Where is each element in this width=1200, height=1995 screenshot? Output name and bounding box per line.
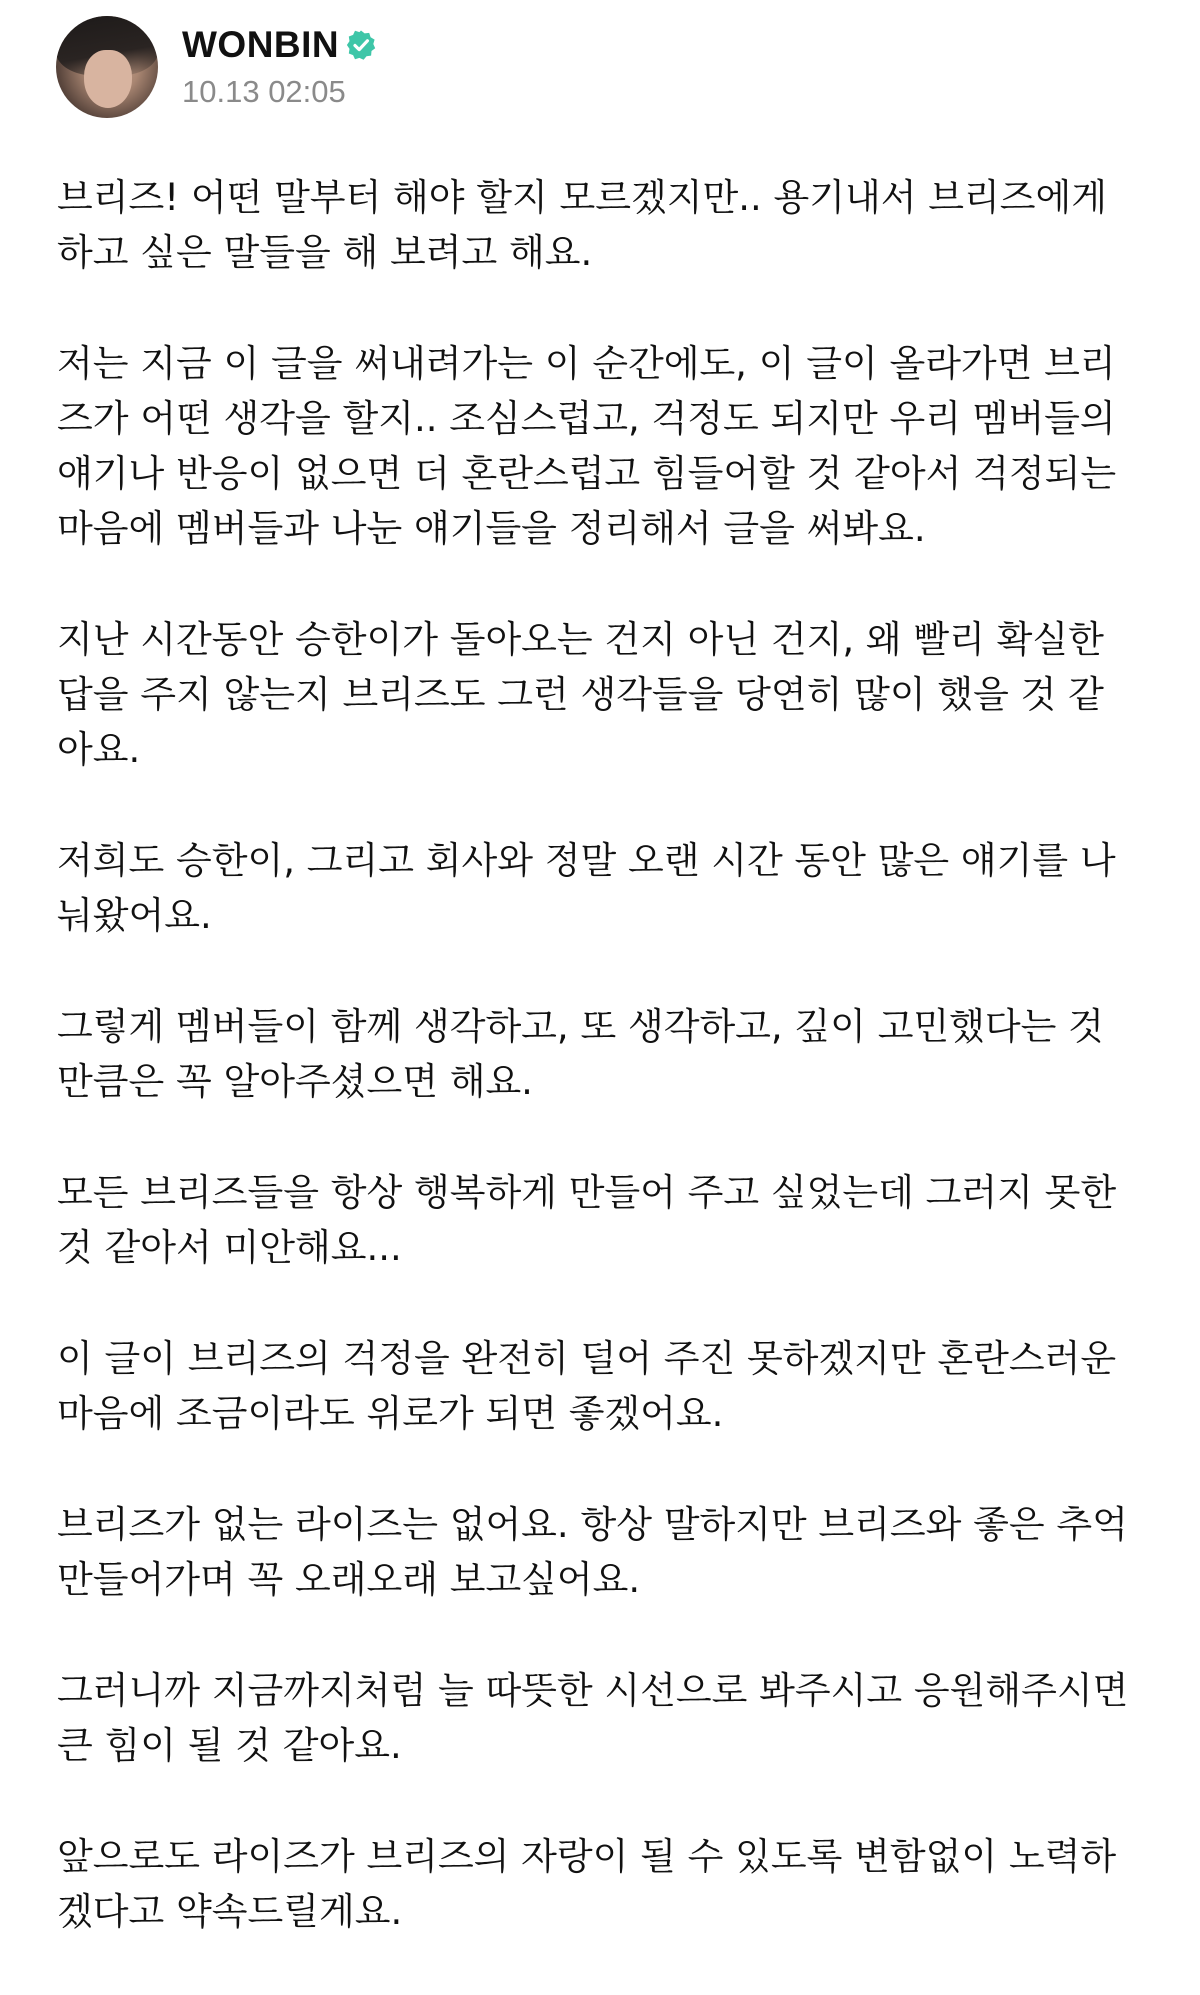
post-text-line: 아요. (57, 728, 141, 771)
post-paragraph (57, 1165, 1167, 1275)
post-text-line: 모든 브리즈들을 항상 행복하게 만들어 주고 싶었는데 그러지 못한 (57, 1171, 1117, 1214)
post-paragraph (57, 1663, 1167, 1773)
post-paragraph (57, 612, 1167, 777)
post-text-line: 저는 지금 이 글을 써내려가는 이 순간에도, 이 글이 올라가면 브리 (57, 342, 1116, 385)
verified-badge-icon (345, 29, 377, 61)
post-text-line: 마음에 조금이라도 위로가 되면 좋겠어요. (57, 1392, 724, 1435)
post-timestamp: 10.13 02:05 (182, 74, 346, 109)
post-text-line: 즈가 어떤 생각을 할지.. 조심스럽고, 걱정도 되지만 우리 멤버들의 (57, 397, 1116, 440)
post-paragraph (57, 336, 1167, 556)
post-text-line: 브리즈! 어떤 말부터 해야 할지 모르겠지만.. 용기내서 브리즈에게 (57, 176, 1107, 219)
post-paragraph (57, 1497, 1167, 1607)
post-text-line: 겠다고 약속드릴게요. (57, 1890, 403, 1933)
post-text-line: 마음에 멤버들과 나눈 얘기들을 정리해서 글을 써봐요. (57, 507, 926, 550)
post-text-line: 답을 주지 않는지 브리즈도 그런 생각들을 당연히 많이 했을 것 같 (57, 673, 1104, 716)
post-text-line: 하고 싶은 말들을 해 보려고 해요. (57, 231, 593, 274)
post-paragraph (57, 1331, 1167, 1441)
post-text-line: 큰 힘이 될 것 같아요. (57, 1724, 402, 1767)
post-paragraph (57, 1829, 1167, 1939)
post-text-line: 앞으로도 라이즈가 브리즈의 자랑이 될 수 있도록 변함없이 노력하 (57, 1835, 1117, 1878)
avatar-face (84, 50, 132, 108)
post-paragraph (57, 999, 1167, 1109)
post-text-line: 것 같아서 미안해요... (57, 1226, 402, 1269)
post-text-line: 저희도 승한이, 그리고 회사와 정말 오랜 시간 동안 많은 얘기를 나 (57, 839, 1116, 882)
post-text-line: 얘기나 반응이 없으면 더 혼란스럽고 힘들어할 것 같아서 걱정되는 (57, 452, 1117, 495)
avatar[interactable] (56, 16, 158, 118)
author-name[interactable]: WONBIN (182, 24, 340, 65)
post-paragraph (57, 833, 1167, 943)
post-text-line: 그렇게 멤버들이 함께 생각하고, 또 생각하고, 깊이 고민했다는 것 (57, 1005, 1104, 1048)
post-text-line: 눠왔어요. (57, 894, 212, 937)
post-text-line: 이 글이 브리즈의 걱정을 완전히 덜어 주진 못하겠지만 혼란스러운 (57, 1337, 1117, 1380)
post-text-line: 만들어가며 꼭 오래오래 보고싶어요. (57, 1558, 641, 1601)
post-paragraph (57, 170, 1167, 280)
author-info (182, 24, 377, 110)
post-text-line: 브리즈가 없는 라이즈는 없어요. 항상 말하지만 브리즈와 좋은 추억 (57, 1503, 1128, 1546)
post-body (57, 170, 1167, 1995)
post-text-line: 그러니까 지금까지처럼 늘 따뜻한 시선으로 봐주시고 응원해주시면 (57, 1669, 1129, 1712)
post-header (56, 16, 377, 118)
post-text-line: 만큼은 꼭 알아주셨으면 해요. (57, 1060, 533, 1103)
post-text-line: 지난 시간동안 승한이가 돌아오는 건지 아닌 건지, 왜 빨리 확실한 (57, 618, 1104, 661)
author-name-row (182, 24, 377, 66)
